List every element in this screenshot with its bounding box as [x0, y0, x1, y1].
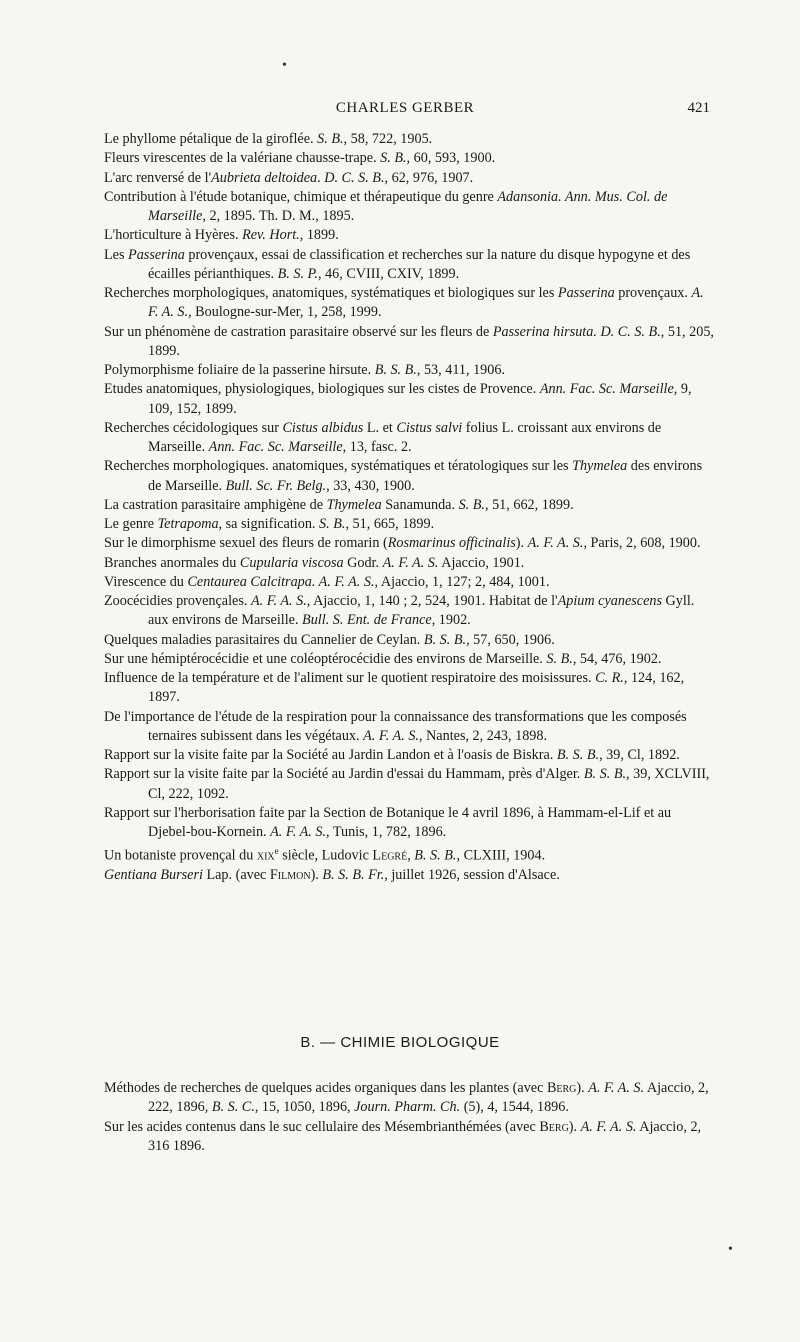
entry-italic-text: S. B.	[317, 131, 344, 147]
entry-italic-text: S. B.	[380, 150, 407, 167]
entry-italic-text: Cistus salvi	[396, 419, 463, 436]
entry-italic-text: D. C. S. B.	[324, 169, 385, 186]
entry-text: L. et	[363, 419, 397, 436]
entry-text: , 51, 205, 1899.	[148, 323, 714, 359]
bibliography-biological-chemistry	[104, 1079, 716, 1156]
entry-italic-text: S. B.	[319, 516, 346, 532]
entry-small-caps-text: Berg	[539, 1118, 569, 1135]
entry-text: Godr.	[343, 554, 383, 571]
entry-italic-text: C. R.	[595, 670, 624, 686]
print-speck: •	[728, 1242, 733, 1257]
entry-text: L'arc renversé de l'	[104, 169, 212, 186]
entry-italic-text: Gentiana Burseri	[104, 867, 203, 884]
bibliography-entry	[104, 534, 716, 553]
section-title: B. — CHIMIE BIOLOGIQUE	[300, 1034, 500, 1051]
bibliography-entry	[104, 804, 716, 843]
entry-text: Ajaccio, 2, 316 1896.	[148, 1118, 702, 1154]
entry-text: ).	[515, 535, 528, 552]
entry-small-caps-text: Legré	[372, 847, 408, 864]
entry-text: , 51, 665, 1899.	[345, 516, 435, 532]
bibliography-entry	[104, 866, 716, 885]
bibliography-entry	[104, 554, 716, 573]
entry-text: Sur un phénomène de castration parasitaire observé sur les fleurs de	[104, 323, 493, 340]
entry-text: , 46, CVIII, CXIV, 1899.	[317, 265, 460, 282]
entry-text: , 13, fasc. 2.	[342, 439, 412, 455]
entry-text: Recherches morphologiques. anatomiques, systématiques et tératologiques sur les	[104, 458, 573, 475]
entry-italic-text: A. F. A. S.	[363, 727, 419, 744]
bibliography-botany	[104, 130, 716, 885]
entry-italic-text: Thymelea	[326, 496, 382, 513]
entry-text: Quelques maladies parasitaires du Cannelier de Ceylan.	[104, 631, 424, 648]
bibliography-entry	[104, 361, 716, 380]
entry-text: ).	[576, 1080, 589, 1096]
bibliography-entry	[104, 188, 716, 227]
entry-text: , 9, 109, 152, 1899.	[148, 381, 692, 417]
bibliography-entry	[104, 419, 716, 458]
bibliography-entry	[104, 1118, 716, 1157]
bibliography-entry	[104, 765, 716, 804]
entry-italic-text: Rosmarinus officinalis	[387, 535, 516, 552]
entry-text: folius L. croissant aux environs de Marseille.	[148, 419, 662, 455]
bibliography-entry	[104, 380, 716, 419]
page-header	[100, 100, 710, 122]
entry-text: Sur les acides contenus dans le suc cellulaire des Mésembrianthémées (avec	[104, 1118, 540, 1135]
entry-text: (5), 4, 1544, 1896.	[460, 1099, 569, 1116]
entry-italic-text: Bull. S. Ent. de France	[302, 612, 432, 629]
bibliography-entry	[104, 496, 716, 515]
entry-text: , 57, 650, 1906.	[466, 631, 555, 648]
entry-italic-text: Aubrieta deltoidea	[211, 169, 318, 186]
entry-italic-text: S. B.	[546, 650, 573, 667]
entry-text: , 62, 976, 1907.	[384, 169, 474, 186]
entry-text: Branches anormales du	[104, 554, 240, 571]
entry-small-caps-text: Filmon	[269, 867, 311, 884]
entry-text: Gyll. aux environs de Marseille.	[148, 593, 695, 629]
entry-italic-text: Centaurea Calcitrapa. A. F. A. S.	[187, 573, 375, 590]
entry-text: ).	[568, 1118, 581, 1135]
entry-italic-text: B. S. B.	[583, 766, 627, 783]
entry-text: , 60, 593, 1900.	[406, 150, 496, 167]
entry-text: , Ajaccio, 1, 127; 2, 484, 1001.	[374, 573, 550, 590]
entry-text: des environs de Marseille.	[148, 458, 703, 494]
entry-text: Rapport sur la visite faite par la Société au Jardin Landon et à l'oasis de Biskra.	[104, 747, 557, 763]
entry-italic-text: Ann. Fac. Sc. Marseille	[208, 439, 343, 455]
entry-text: Recherches cécidologiques sur	[104, 419, 283, 436]
bibliography-entry	[104, 149, 716, 168]
entry-text: , 51, 662, 1899.	[484, 496, 574, 513]
entry-text: Influence de la température et de l'aliment sur le quotient respiratoire des moisissures.	[104, 670, 596, 686]
entry-text: Zoocécidies provençales.	[104, 593, 251, 609]
entry-italic-text: Journ. Pharm. Ch.	[354, 1099, 461, 1116]
entry-text: Fleurs virescentes de la valériane chausse-trape.	[104, 150, 381, 167]
entry-superscript: e	[274, 846, 279, 857]
entry-text: .	[317, 169, 325, 186]
entry-text: , 39, XCLVIII, Cl, 222, 1092.	[148, 766, 710, 802]
entry-italic-text: A. F. A. S.	[580, 1118, 637, 1135]
entry-text: , 39, Cl, 1892.	[599, 747, 680, 763]
bibliography-entry	[104, 746, 716, 765]
bibliography-entry	[104, 592, 716, 631]
entry-text: , Nantes, 2, 243, 1898.	[418, 727, 548, 744]
entry-text: , Paris, 2, 608, 1900.	[583, 535, 701, 552]
entry-italic-text: B. S. B. Fr.	[322, 867, 385, 884]
entry-text: Contribution à l'étude botanique, chimique et thérapeutique du genre	[104, 188, 498, 205]
bibliography-entry	[104, 1079, 716, 1118]
entry-italic-text: Ann. Fac. Sc. Marseille	[539, 381, 674, 398]
bibliography-entry	[104, 246, 716, 285]
entry-italic-text: Passerina	[557, 285, 615, 301]
entry-text: , Ajaccio, 1, 140 ; 2, 524, 1901. Habitat de l'	[306, 593, 558, 609]
entry-text: siècle, Ludovic	[278, 847, 373, 864]
running-head: CHARLES GERBER	[335, 100, 475, 116]
entry-text: , Boulogne-sur-Mer, 1, 258, 1999.	[188, 304, 382, 321]
entry-text: Sur une hémiptérocécidie et une coléoptérocécidie des environs de Marseille.	[104, 650, 547, 667]
bibliography-entry	[104, 284, 716, 323]
entry-text: L'horticulture à Hyères.	[104, 227, 243, 244]
bibliography-entry	[104, 130, 716, 149]
bibliography-entry	[104, 669, 716, 708]
entry-italic-text: Cistus albidus	[282, 419, 364, 436]
bibliography-entry	[104, 631, 716, 650]
entry-text: , 58, 722, 1905.	[343, 131, 433, 147]
entry-text: Sur le dimorphisme sexuel des fleurs de romarin (	[104, 535, 388, 552]
entry-text: , 1899.	[299, 227, 339, 244]
entry-italic-text: Thymelea	[572, 458, 628, 475]
entry-text: , 1902.	[431, 612, 471, 629]
bibliography-entry	[104, 650, 716, 669]
bibliography-entry	[104, 226, 716, 245]
entry-text: , 2, 1895. Th. D. M., 1895.	[202, 208, 355, 224]
entry-italic-text: S. B.	[458, 496, 485, 513]
entry-text: Rapport sur l'herborisation faite par la Section de Botanique le 4 avril 1896, à Hammam-el-Lif et au Djebel-bou-Kornein.	[104, 804, 672, 840]
entry-italic-text: Passerina hirsuta. D. C. S. B.	[492, 323, 661, 340]
entry-text: , sa signification.	[218, 516, 320, 532]
entry-italic-text: Passerina	[128, 246, 185, 263]
bibliography-entry	[104, 708, 716, 747]
bibliography-entry	[104, 169, 716, 188]
entry-text: Polymorphisme foliaire de la passerine hirsute.	[104, 362, 375, 378]
entry-italic-text: Bull. Sc. Fr. Belg.	[225, 477, 327, 494]
entry-text: La castration parasitaire amphigène de	[104, 496, 327, 513]
print-speck: •	[282, 58, 287, 73]
entry-text: Méthodes de recherches de quelques acides organiques dans les plantes (avec	[104, 1080, 547, 1096]
entry-text: , CLXIII, 1904.	[456, 847, 546, 864]
entry-italic-text: B. S. B.	[414, 847, 457, 864]
entry-text: , 124, 162, 1897.	[148, 670, 685, 706]
entry-text: , 33, 430, 1900.	[326, 477, 415, 494]
entry-italic-text: A. F. A. S.	[527, 535, 584, 552]
page-number: 421	[687, 100, 710, 116]
entry-text: Rapport sur la visite faite par la Société au Jardin d'essai du Hammam, près d'Alger.	[104, 766, 584, 783]
entry-italic-text: B. S. C.	[211, 1099, 255, 1116]
bibliography-entry	[104, 457, 716, 496]
entry-text: Virescence du	[104, 573, 188, 590]
entry-italic-text: B. S. B.	[556, 747, 600, 763]
entry-italic-text: B. S. B.	[423, 631, 467, 648]
entry-text: Lap. (avec	[202, 867, 270, 884]
entry-text: De l'importance de l'étude de la respiration pour la connaissance des transformations que les composés ternaires subissent dans les végétaux.	[104, 708, 687, 744]
entry-text: ).	[310, 867, 323, 884]
entry-italic-text: A. F. A. S.	[588, 1080, 645, 1096]
entry-text: , Tunis, 1, 782, 1896.	[325, 824, 447, 840]
entry-text: Le phyllome pétalique de la giroflée.	[104, 131, 318, 147]
entry-text: Etudes anatomiques, physiologiques, biologiques sur les cistes de Provence.	[104, 381, 540, 398]
entry-italic-text: Rev. Hort.	[242, 227, 300, 244]
entry-italic-text: B. S. B.	[374, 362, 417, 378]
entry-text: Le genre	[104, 516, 158, 532]
entry-text: provençaux, essai de classification et recherches sur la nature du disque hypogyne et des écailles périanthiques.	[148, 246, 691, 282]
entry-small-caps-text: xix	[256, 847, 275, 864]
entry-text: provençaux.	[614, 285, 692, 301]
entry-text: Ajaccio, 2, 222, 1896,	[148, 1080, 709, 1116]
entry-italic-text: Cupularia viscosa	[239, 554, 344, 571]
entry-text: Un botaniste provençal du	[104, 847, 257, 864]
entry-italic-text: A. F. A. S.	[382, 554, 439, 571]
entry-text: , 53, 411, 1906.	[416, 362, 506, 378]
bibliography-entry	[104, 842, 716, 866]
entry-text: Sanamunda.	[381, 496, 459, 513]
entry-italic-text: Adansonia. Ann. Mus. Col. de Marseille	[148, 188, 668, 224]
bibliography-entry	[104, 515, 716, 534]
bibliography-entry	[104, 573, 716, 592]
entry-italic-text: A. F. A. S.	[148, 285, 704, 321]
entry-text: Recherches morphologiques, anatomiques, systématiques et biologiques sur les	[104, 285, 558, 301]
entry-italic-text: A. F. A. S.	[270, 824, 326, 840]
entry-text: Les	[104, 246, 129, 263]
entry-small-caps-text: Berg	[546, 1080, 577, 1096]
entry-text: Ajaccio, 1901.	[438, 554, 525, 571]
entry-italic-text: A. F. A. S.	[250, 593, 307, 609]
entry-text: , juillet 1926, session d'Alsace.	[384, 867, 560, 884]
entry-italic-text: B. S. P.	[277, 265, 318, 282]
entry-text: , 54, 476, 1902.	[572, 650, 662, 667]
entry-text: , 15, 1050, 1896,	[254, 1099, 355, 1116]
entry-italic-text: Tetrapoma	[157, 516, 219, 532]
entry-text: ,	[407, 847, 415, 864]
entry-italic-text: Apium cyanescens	[557, 593, 662, 609]
bibliography-entry	[104, 323, 716, 362]
